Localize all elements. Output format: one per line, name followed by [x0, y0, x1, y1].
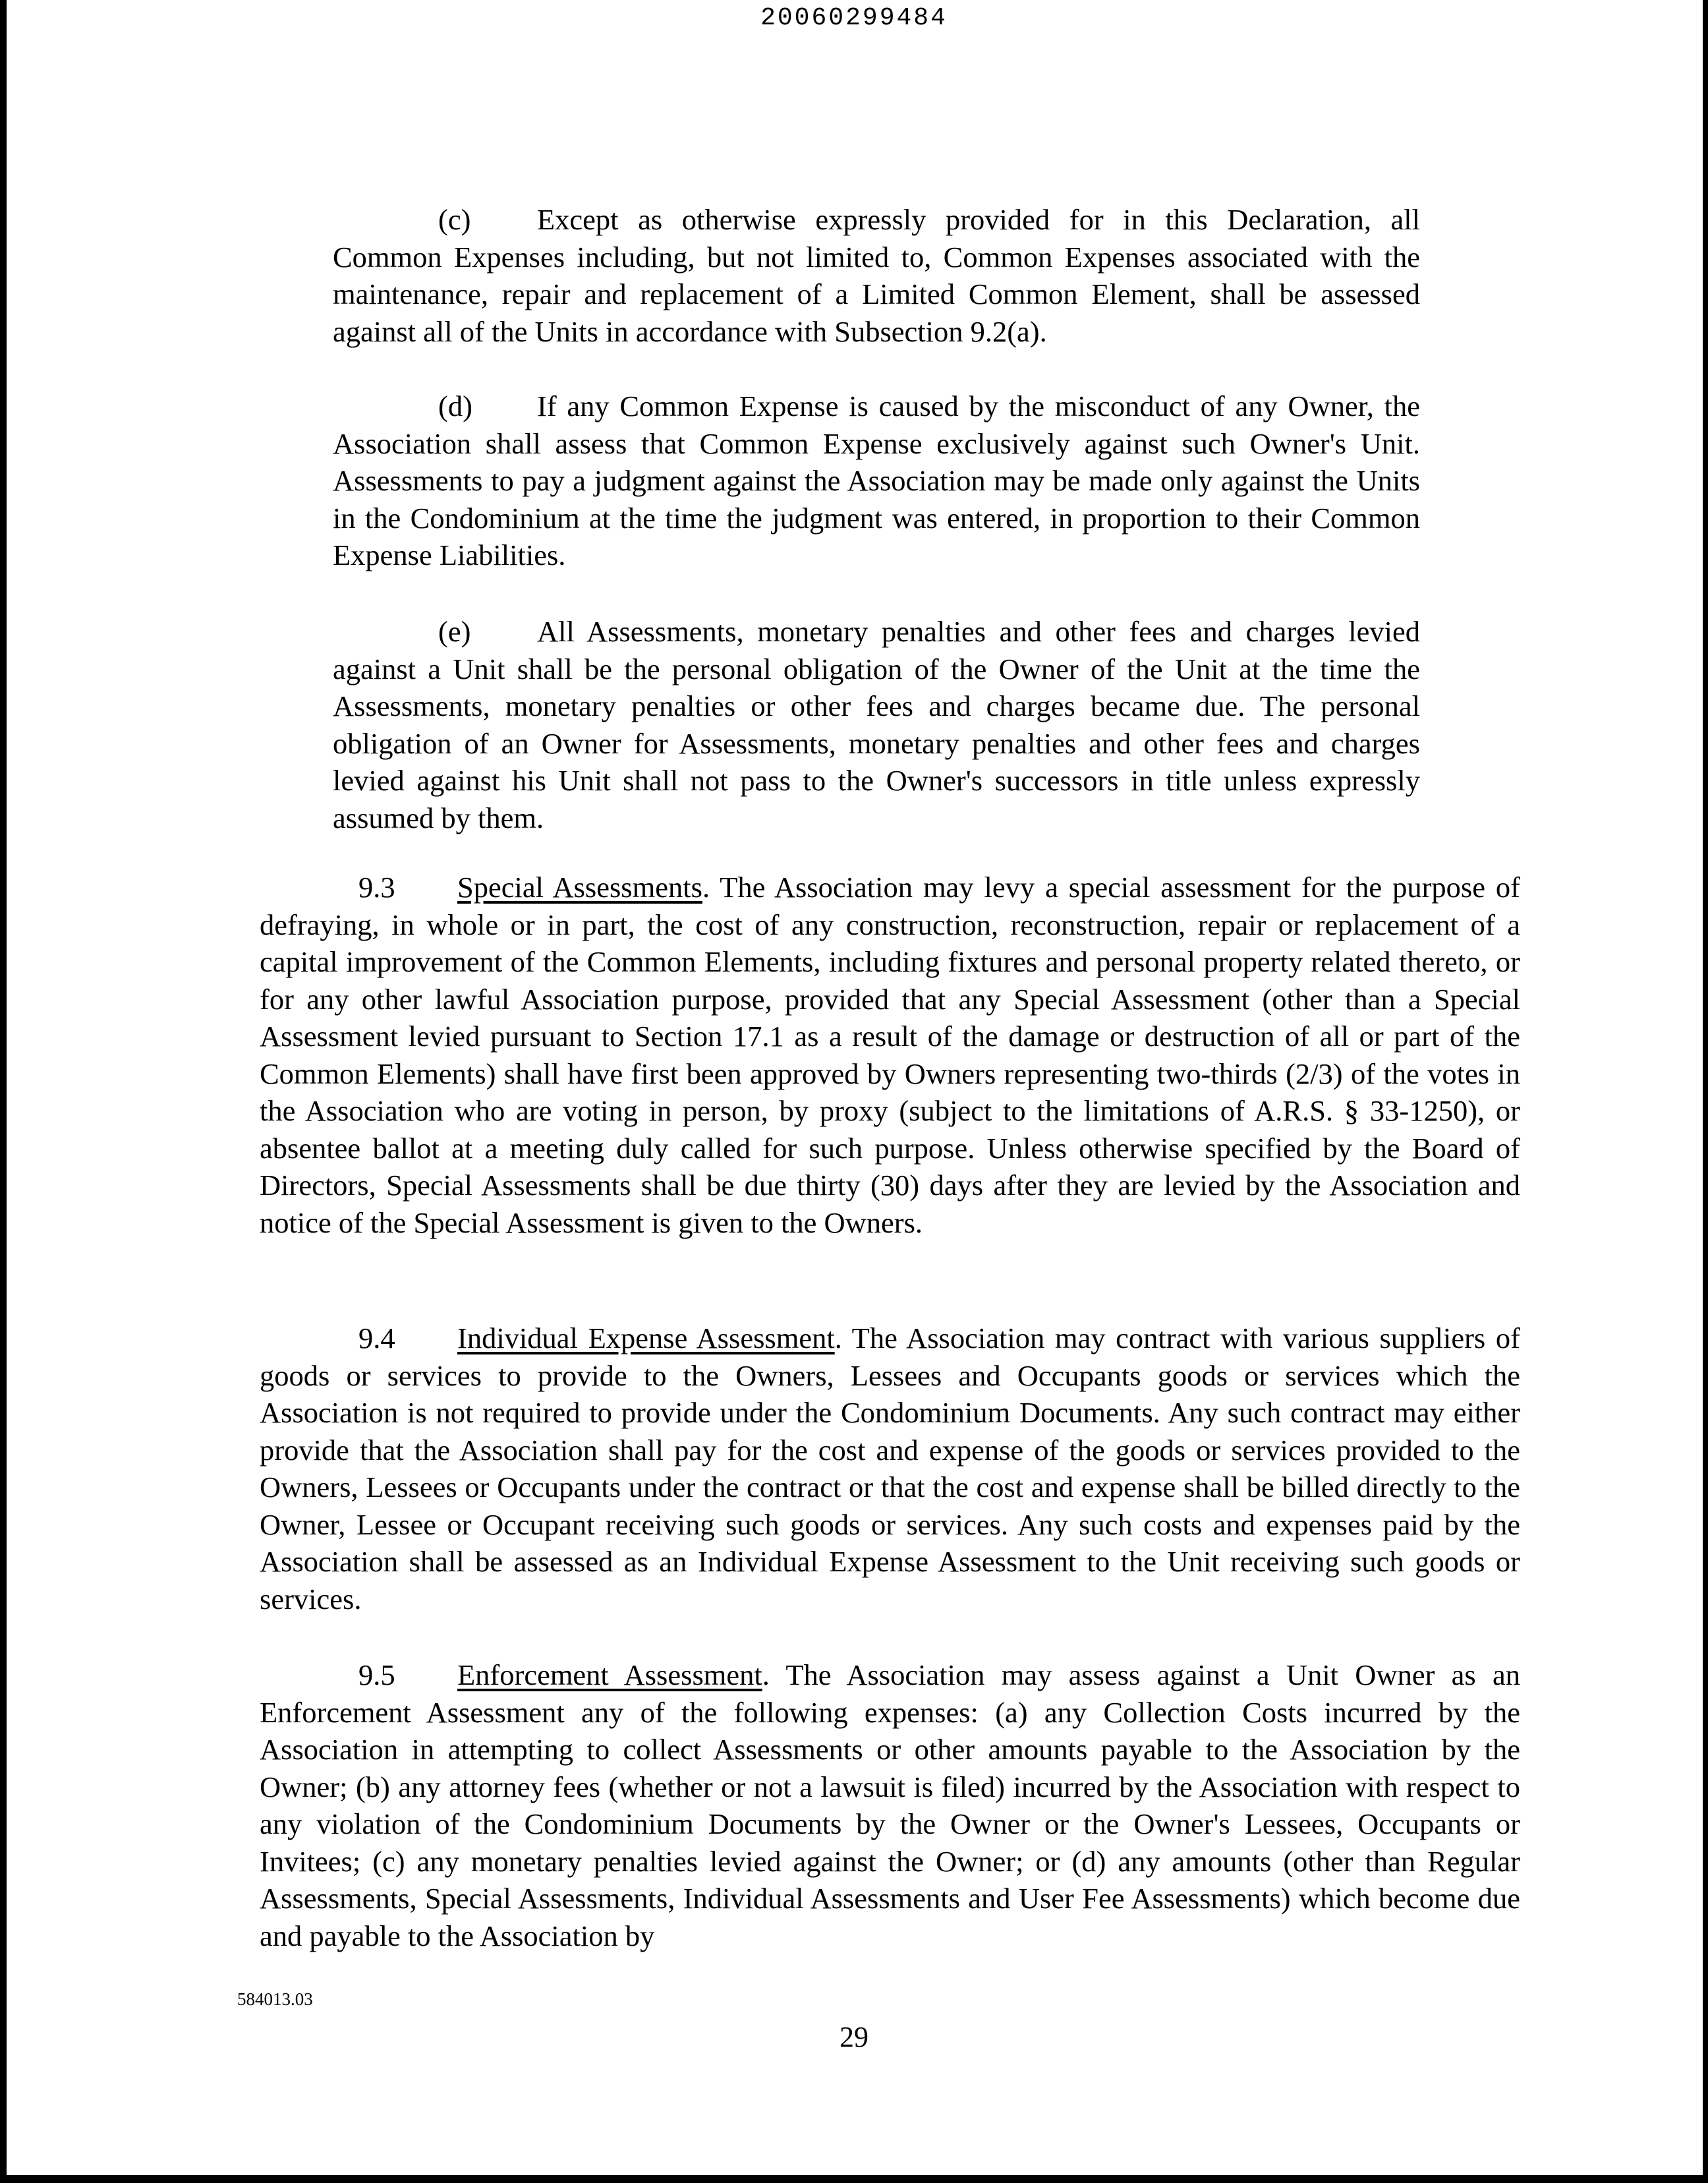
- paragraph-c: [333, 201, 1420, 350]
- recording-number: 20060299484: [760, 4, 948, 32]
- section-9-5: [260, 1656, 1520, 1954]
- page-number: 29: [840, 2021, 868, 2053]
- scan-border-left: [0, 0, 7, 2183]
- paragraph-e-text: All Assessments, monetary penalties and other fees and charges levied against a Unit shall be the personal obligation of the Owner of the Unit at the time the Assessments, monetary penalties or other fees and charges became due. The personal obligation of an Owner for Assessments, monetary penalties and other fees and charges levied against his Unit shall not pass to the Owner's successors in title unless expressly assumed by them.: [333, 615, 1420, 834]
- paragraph-e-marker: (e): [438, 615, 471, 648]
- section-9-3-number: 9.3: [358, 871, 395, 904]
- section-9-5-text: . The Association may assess against a Unit Owner as an Enforcement Assessment any of the following expenses: (a) any Collection Costs incurred by the Association in attempting to collect Assessments or other amounts payable to the Association by the Owner; (b) any attorney fees (whether or not a lawsuit is filed) incurred by the Association with respect to any violation of the Condominium Documents by the Owner or the Owner's Lessees, Occupants or Invitees; (c) any monetary penalties levied against the Owner; or (d) any amounts (other than Regular Assessments, Special Assessments, Individual Assessments and User Fee Assessments) which become due and payable to the Association by: [260, 1658, 1520, 1952]
- paragraph-c-text: Except as otherwise expressly provided for in this Declaration, all Common Expenses including, but not limited to, Common Expenses associated with the maintenance, repair and replacement of a Limited Common Element, shall be assessed against all of the Units in accordance with Subsection 9.2(a).: [333, 203, 1420, 348]
- section-9-5-number: 9.5: [358, 1658, 395, 1691]
- section-9-5-heading: Enforcement Assessment: [457, 1658, 762, 1691]
- paragraph-e: [333, 613, 1420, 836]
- footer-document-id: 584013.03: [237, 1989, 313, 2009]
- section-9-3-text: . The Association may levy a special assessment for the purpose of defraying, in whole or in part, the cost of any construction, reconstruction, repair or replacement of a capital improvement of the Common Elements, including fixtures and personal property related thereto, or for any other lawful Association purpose, provided that any Special Assessment (other than a Special Assessment levied pursuant to Section 17.1 as a result of the damage or destruction of all or part of the Common Elements) shall have first been approved by Owners representing two-thirds (2/3) of the votes in the Association who are voting in person, by proxy (subject to the limitations of A.R.S. § 33-1250), or absentee ballot at a meeting duly called for such purpose. Unless otherwise specified by the Board of Directors, Special Assessments shall be due thirty (30) days after they are levied by the Association and notice of the Special Assessment is given to the Owners.: [260, 871, 1521, 1239]
- paragraph-d: [333, 388, 1420, 574]
- section-9-3: [260, 869, 1520, 1241]
- scan-border-right: [1703, 0, 1708, 2183]
- section-9-4: [260, 1320, 1520, 1617]
- paragraph-d-text: If any Common Expense is caused by the misconduct of any Owner, the Association shall assess that Common Expense exclusively against such Owner's Unit. Assessments to pay a judgment against the Association may be made only against the Units in the Condominium at the time the judgment was entered, in proportion to their Common Expense Liabilities.: [333, 390, 1420, 571]
- scan-border-bottom: [0, 2175, 1708, 2183]
- section-9-3-heading: Special Assessments: [457, 871, 702, 904]
- section-9-4-heading: Individual Expense Assessment: [457, 1322, 835, 1354]
- section-9-4-text: . The Association may contract with various suppliers of goods or services to provide to the Owners, Lessees and Occupants goods or services which the Association is not required to provide under the Condominium Documents. Any such contract may either provide that the Association shall pay for the cost and expense of the goods or services provided to the Owners, Lessees or Occupants under the contract or that the cost and expense shall be billed directly to the Owner, Lessee or Occupant receiving such goods or services. Any such costs and expenses paid by the Association shall be assessed as an Individual Expense Assessment to the Unit receiving such goods or services.: [260, 1322, 1520, 1615]
- section-9-4-number: 9.4: [358, 1322, 395, 1354]
- paragraph-c-marker: (c): [438, 203, 471, 236]
- paragraph-d-marker: (d): [438, 390, 472, 422]
